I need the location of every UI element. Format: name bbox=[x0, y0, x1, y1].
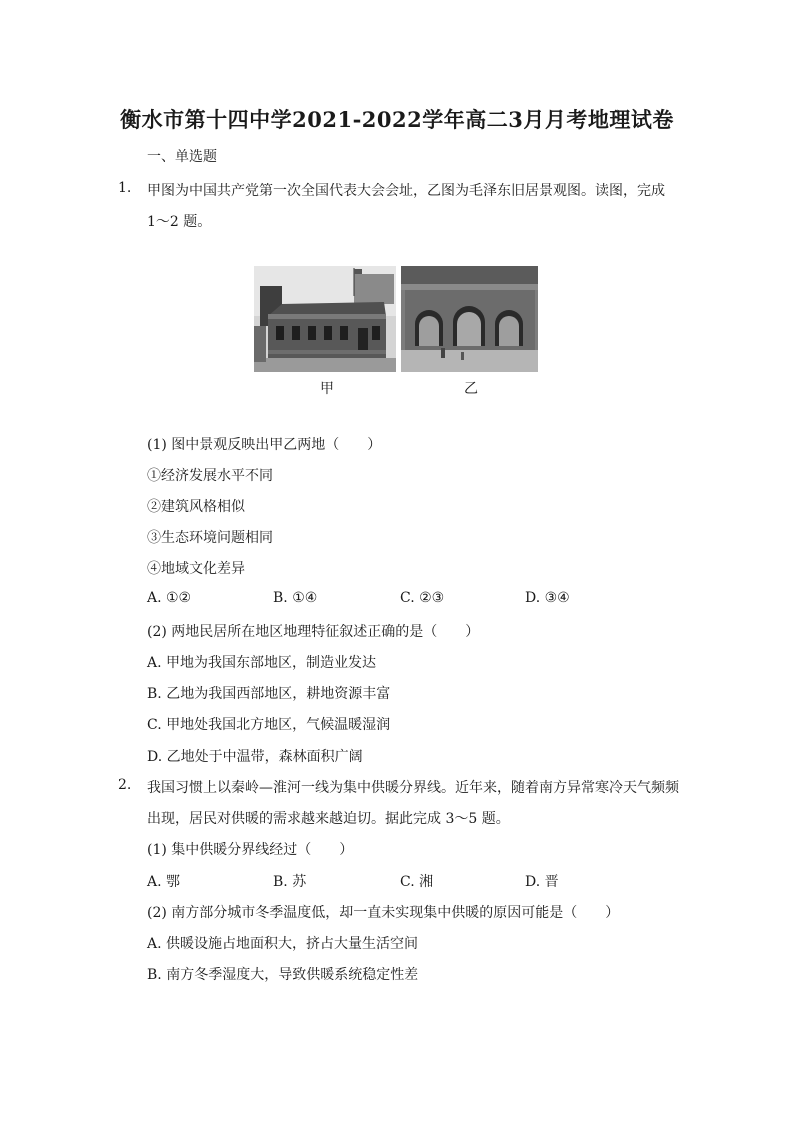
photo-jia bbox=[254, 266, 396, 372]
sub-question-prompt: (2) 两地民居所在地区地理特征叙述正确的是（ ） bbox=[147, 624, 480, 640]
option-a[interactable]: A. ①② bbox=[147, 590, 192, 606]
option-b[interactable]: B. 苏 bbox=[273, 874, 307, 890]
statement-item: ②建筑风格相似 bbox=[147, 499, 245, 515]
sub-question-prompt: (1) 集中供暖分界线经过（ ） bbox=[147, 842, 354, 858]
statement-item: ①经济发展水平不同 bbox=[147, 468, 273, 484]
question-stem-line: 出现，居民对供暖的需求越来越迫切。据此完成 3～5 题。 bbox=[147, 811, 510, 827]
option-b[interactable]: B. ①④ bbox=[273, 590, 318, 606]
question-stem-line: 我国习惯上以秦岭—淮河一线为集中供暖分界线。近年来，随着南方异常寒冷天气频频 bbox=[147, 780, 679, 796]
statement-item: ④地域文化差异 bbox=[147, 561, 245, 577]
photo-yi bbox=[401, 266, 538, 372]
option-a[interactable]: A. 甲地为我国东部地区，制造业发达 bbox=[147, 655, 377, 671]
building-photo-yi bbox=[401, 266, 538, 372]
statement-item: ③生态环境问题相同 bbox=[147, 530, 273, 546]
option-c[interactable]: C. 湘 bbox=[400, 874, 434, 890]
question-stem-line: 甲图为中国共产党第一次全国代表大会会址，乙图为毛泽东旧居景观图。读图，完成 bbox=[147, 183, 665, 199]
option-d[interactable]: D. 晋 bbox=[525, 874, 559, 890]
option-b[interactable]: B. 南方冬季湿度大，导致供暖系统稳定性差 bbox=[147, 967, 419, 983]
option-d[interactable]: D. ③④ bbox=[525, 590, 570, 606]
option-b[interactable]: B. 乙地为我国西部地区，耕地资源丰富 bbox=[147, 686, 391, 702]
section-heading: 一、单选题 bbox=[147, 149, 217, 165]
option-a[interactable]: A. 鄂 bbox=[147, 874, 181, 890]
question-number: 1. bbox=[118, 180, 132, 196]
option-c[interactable]: C. 甲地处我国北方地区，气候温暖湿润 bbox=[147, 717, 391, 733]
sub-question-prompt: (1) 图中景观反映出甲乙两地（ ） bbox=[147, 437, 382, 453]
building-photo-jia bbox=[254, 266, 396, 372]
sub-question-prompt: (2) 南方部分城市冬季温度低，却一直未实现集中供暖的原因可能是（ ） bbox=[147, 905, 620, 921]
question-number: 2. bbox=[118, 777, 132, 793]
option-a[interactable]: A. 供暖设施占地面积大，挤占大量生活空间 bbox=[147, 936, 419, 952]
page-title: 衡水市第十四中学2021-2022学年高二3月月考地理试卷 bbox=[120, 107, 674, 132]
image-label-yi: 乙 bbox=[464, 381, 478, 397]
option-d[interactable]: D. 乙地处于中温带，森林面积广阔 bbox=[147, 749, 363, 765]
option-c[interactable]: C. ②③ bbox=[400, 590, 445, 606]
question-stem-line: 1～2 题。 bbox=[147, 214, 212, 230]
image-label-jia: 甲 bbox=[320, 381, 334, 397]
